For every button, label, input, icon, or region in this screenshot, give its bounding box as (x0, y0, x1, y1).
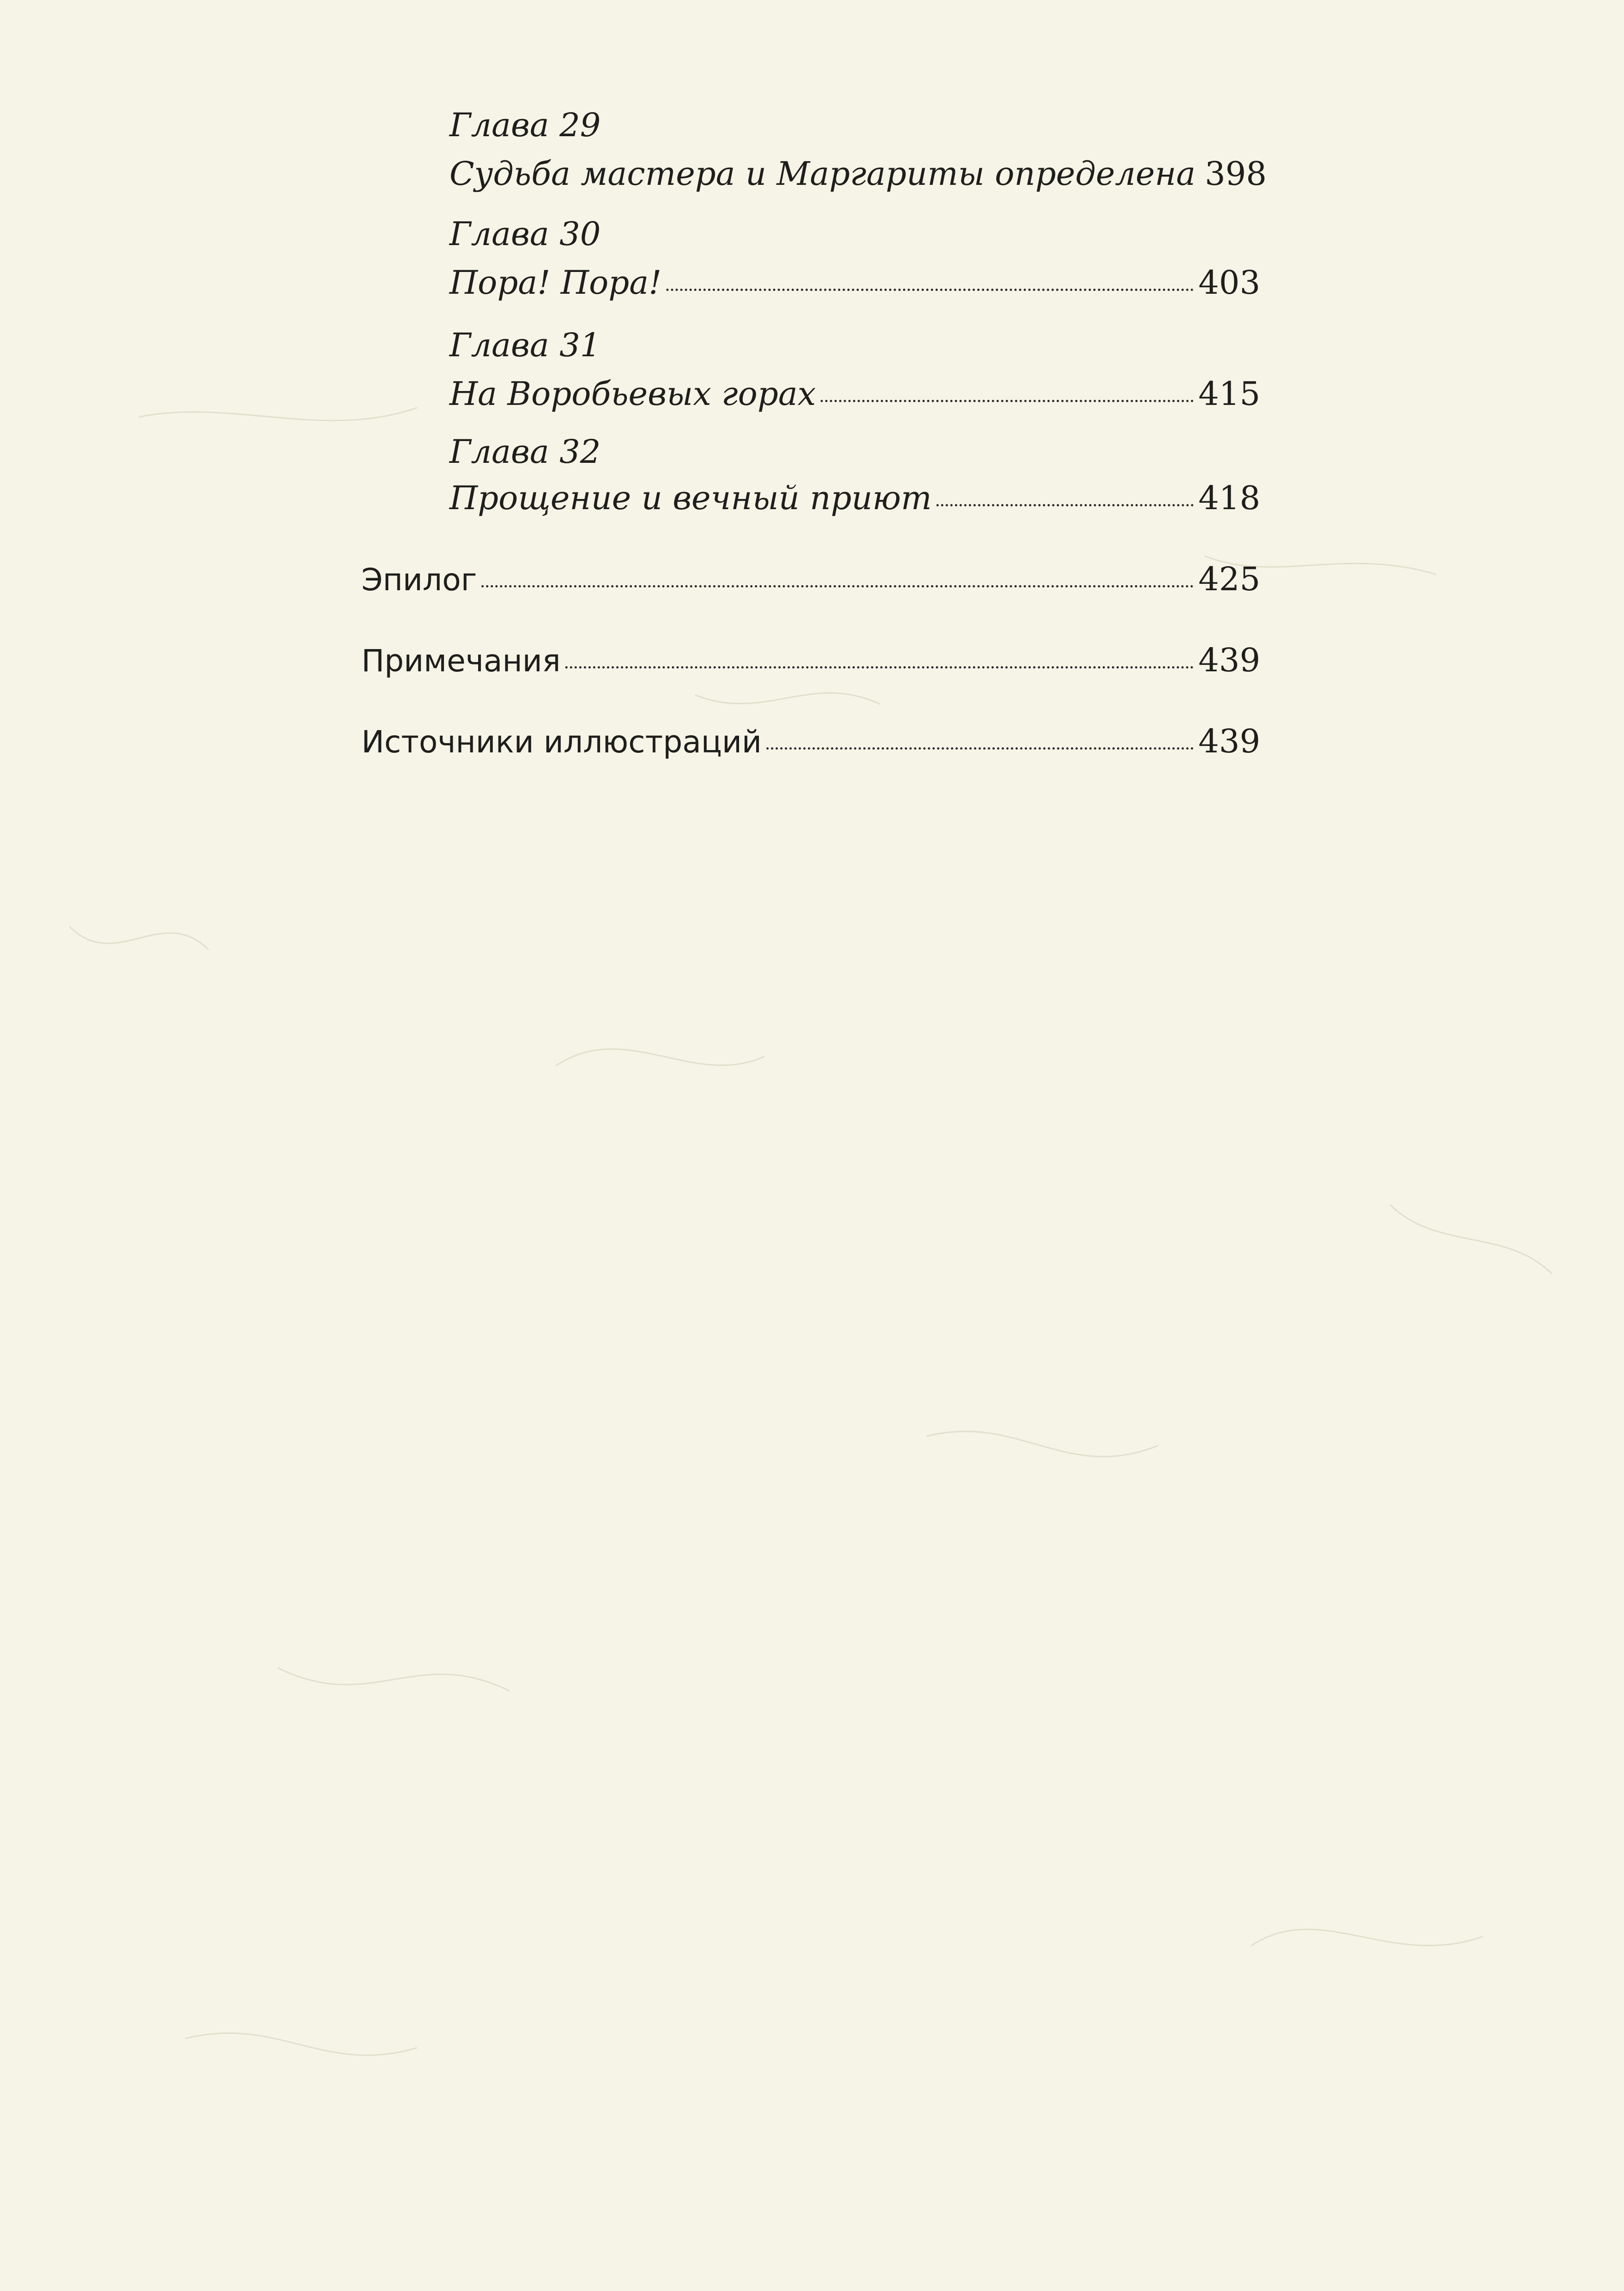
dot-leader (936, 504, 1194, 506)
chapter-label: Глава 30 (449, 215, 601, 253)
dot-leader (766, 747, 1194, 750)
toc-section-epilogue (361, 558, 1260, 601)
toc-row (449, 373, 1260, 415)
page-number: 425 (1198, 560, 1260, 598)
page-number: 398 (1205, 155, 1267, 193)
section-title: Эпилог (361, 562, 477, 598)
chapter-label: Глава 32 (449, 433, 601, 471)
section-title: Источники иллюстраций (361, 724, 762, 760)
toc-row (449, 153, 1267, 195)
chapter-title: Пора! Пора! (449, 264, 662, 302)
chapter-title: Прощение и вечный приют (449, 479, 932, 517)
page-number: 415 (1198, 375, 1260, 413)
page-number: 403 (1198, 264, 1260, 302)
chapter-title: Судьба мастера и Маргариты определена (449, 155, 1196, 193)
chapter-title: На Воробьевых горах (449, 375, 816, 413)
page-number: 439 (1198, 722, 1260, 760)
chapter-label: Глава 29 (449, 106, 601, 144)
dot-leader (565, 666, 1194, 669)
dot-leader (666, 289, 1194, 291)
page-number: 439 (1198, 641, 1260, 679)
dot-leader (481, 585, 1194, 587)
toc-row (449, 477, 1260, 519)
chapter-label: Глава 31 (449, 326, 601, 364)
toc-row (449, 262, 1260, 303)
toc-section-illustration-sources (361, 720, 1260, 763)
page-number: 418 (1198, 479, 1260, 517)
dot-leader (821, 400, 1194, 402)
section-title: Примечания (361, 643, 561, 679)
toc-section-notes (361, 639, 1260, 682)
